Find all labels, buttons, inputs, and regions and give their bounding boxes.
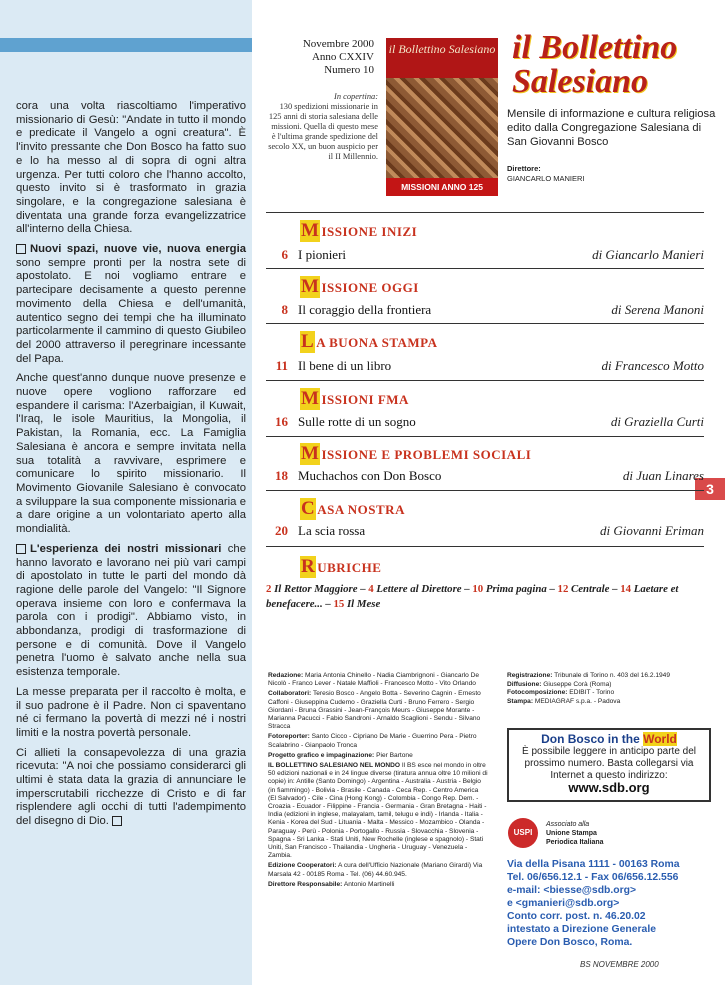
page-number-tab: 3 [695, 478, 725, 500]
issue-info [282, 38, 374, 77]
director-name: GIANCARLO MANIERI [507, 174, 585, 183]
issue-date: Novembre 2000 [302, 38, 374, 50]
cover-crowd-photo [386, 78, 498, 178]
don-bosco-world-box: Don Bosco in the World È possibile leggere in anticipo parte del prossimo numero. Basta collegarsi via Internet a questo indirizzo: www.sdb.org [507, 728, 711, 802]
toc-divider [266, 323, 704, 324]
rubrica-item[interactable]: Il Rettor Maggiore [274, 583, 358, 595]
contact-address: Via della Pisana 1111 - 00163 Roma Tel. 06/656.12.1 - Fax 06/656.12.556 e-mail: <biesse@sdb.org> e <gmanieri@sdb.org> Conto corr. post. n. 46.20.02 intestato a Direzione Generale Opere Don Bosco, Roma. [507, 858, 717, 949]
editorial-paragraph-3: Anche quest'anno dunque nuove presenze e nuove opere vogliono rafforzare ed espandere il carisma: l'Azerbaigian, il Kuwait, l'Iraq, le isole Mauritius, la Mongolia, il Pakistan, la Romania, ecc. La Famiglia Salesiana è ancora e sempre invitata nella sua totalità a ravvivare, esprimere e comunicare lo spirito missionario. Il Movimento Giovanile Salesiano è convocato a sviluppare la sua componente missionaria e a dare origine a un volontariato aperto alla mondialità. [16, 372, 246, 536]
email-link[interactable]: e-mail: <biesse@sdb.org> [507, 885, 637, 896]
toc-section-heading: M ISSIONE INIZI [301, 220, 418, 241]
top-accent-bar [0, 38, 252, 52]
uspi-logo-icon: USPI [508, 818, 538, 848]
rubrica-item[interactable]: Il Mese [346, 598, 381, 610]
uspi-text: Associato alla Unione Stampa Periodica Italiana [546, 821, 604, 846]
toc-section-heading: M ISSIONE E PROBLEMI SOCIALI [301, 443, 532, 464]
toc-divider [266, 268, 704, 269]
editorial-paragraph-6: Ci allieti la consapevolezza di una grazia ricevuta: "A noi che possiamo considerarci gli ultimi è stata data la grazia di annunciare le imperscrutabili ricchezze di Cristo e di far risplendere agli occhi di tutti l'adempimento del disegno di Dio. [16, 746, 246, 828]
toc-section-heading: M ISSIONE OGGI [301, 276, 419, 297]
credits-block: Redazione: Maria Antonia Chinello - Nadia Ciambrignoni - Giancarlo De Nicolò - Franco Lever - Natale Maffioli - Francesco Motto - Vito Orlando Collaboratori: Teresio Bosco - Angelo Botta - Severino Cagnin - Ernesto Caffoni - Giuseppina Cudemo - Graziella Curti - Bruno Ferrero - Sergio Giordani - Bruna Grassini - Jean-François Meurs - Giuseppe Morante - Marianna Pacucci - Fabio Sandroni - Arnaldo Scaglioni - Sendu - Silvano Stracca Fotoreporter: Santo Cicco - Cipriano De Marie - Guerrino Pera - Pietro Scalabrino - Gianpaolo Tronca Progetto grafico e impaginazione: Pier Bartone IL BOLLETTINO SALESIANO NEL MONDO Il BS esce nel mondo in oltre 50 edizioni nazionali e in 24 lingue diverse (tiratura annua oltre 10 milioni di copie) in: Antille (Santo Domingo) - Argentina - Australia - Austria - Belgio (in fiammingo) - Bolivia - Brasile - Canada - Ceca Rep. - Centro America (El Salvador) - Cile - Cina (Hong Kong) - Colombia - Congo Rep. Dem. - Croazia - Ecuador - Filippine - Francia - Germania - Gran Bretagna - Haiti - India (edizioni in inglese, malayalam, tamil, telugu e indi) - Irlanda - Italia - Kenia - Korea del Sud - Lituania - Malta - Messico - Mozambico - Olanda - Paraguay - Perù - Polonia - Portogallo - Russia - Slovacchia - Slovenia - Spagna - Sri Lanka - Stati Uniti, New Rochelle (inglese e spagnolo) - Stati Uniti, San Francisco - Thailandia - Ungheria - Uruguay - Venezuela - Zambia. Edizione Cooperatori: A cura dell'Ufficio Nazionale (Mariano Girardi) Via Marsala 42 - 00185 Roma - Tel. (06) 44.60.945. Direttore Responsabile: Antonio Martinelli [268, 672, 488, 888]
toc-section-heading: C ASA NOSTRA [301, 498, 405, 519]
toc-divider [266, 380, 704, 381]
editorial-paragraph-2: Nuovi spazi, nuove vie, nuova energia sono sempre pronti per la nostra sete di apostolato. E noi vogliamo entrare e partecipare decisamente a questo perenne movimento della Chiesa e dell'umanità, autentico segno dei tempi che ha illuminato particolarmente il cammino di questo Giubileo del 2000 attraverso il peregrinare incessante del Papa. [16, 243, 246, 365]
email-link[interactable]: e <gmanieri@sdb.org> [507, 898, 620, 909]
tagline: Mensile di informazione e cultura religiosa edito dalla Congregazione Salesiana di San Giovanni Bosco [507, 108, 716, 148]
cover-label: In copertina: [334, 92, 378, 101]
website-link[interactable]: www.sdb.org [568, 780, 650, 795]
rubrica-item[interactable]: Prima pagina [485, 583, 547, 595]
toc-divider [266, 546, 704, 547]
editorial-paragraph-4: L'esperienza dei nostri missionari che hanno lavorato e lavorano nei più vari campi di apostolato in tutte le parti del mondo dà ragione delle parole del Vangelo: "Il Signore operava insieme con loro e confermava la parola con i prodigi". Abbiamo visto, in abbondanza, prodigi di trasformazione di persone e di comunità. Dove il Vangelo penetra l'uomo è salvato anche nella sua esistenza temporale. [16, 542, 246, 679]
editorial-text [16, 100, 246, 835]
cover-caption [266, 92, 378, 162]
rubriche-heading: R UBRICHE [301, 556, 382, 577]
issue-year: Anno CXXIV [311, 51, 374, 63]
magazine-logo-line1: il Bollettino [512, 29, 678, 66]
cover-image [386, 38, 498, 196]
square-bullet-icon [16, 544, 26, 554]
director-label: Direttore: [507, 164, 541, 173]
rubrica-item[interactable]: Laetare et benefacere... [266, 583, 679, 610]
square-bullet-icon [16, 244, 26, 254]
page-footer: BS NOVEMBRE 2000 [580, 960, 659, 969]
cover-bottom-banner: MISSIONI ANNO 125 [386, 178, 498, 196]
rubrica-item[interactable]: Lettere al Direttore [376, 583, 462, 595]
issue-number: Numero 10 [324, 64, 374, 76]
toc-divider [266, 212, 704, 213]
cover-description: 130 spedizioni missionarie in 125 anni di storia salesiana delle missioni. Quella di questo mese è l'ultima grande spedizione del secolo XX, un buon auspicio per il II Millennio. [268, 102, 378, 161]
toc-divider [266, 490, 704, 491]
editorial-paragraph-1: cora una volta riascoltiamo l'imperativo missionario di Gesù: "Andate in tutto il mondo e predicate il Vangelo a ogni creatura". È l'invito pressante che Don Bosco ha fatto suo e lo ha messo al di sopra di ogni altra urgenza. Per tutti coloro che l'hanno accolto, questo invito si è trasformato in grazia singolare, e la congregazione salesiana è diventata una grande forza evangelizzatrice all'interno della Chiesa. [16, 100, 246, 236]
rubriche-list: 2 Il Rettor Maggiore – 4 Lettere al Direttore – 10 Prima pagina – 12 Centrale – 14 Laetare et benefacere... – 15 Il Mese [266, 583, 679, 610]
toc-section-heading: L A BUONA STAMPA [301, 331, 438, 352]
end-square-icon [112, 816, 122, 826]
editorial-paragraph-5: La messe preparata per il raccolto è molta, e il suo padrone è il Padre. Non ci spaventano né ci fermano la povertà di mezzi né i nostri limiti e la nostra povertà personale. [16, 685, 246, 739]
toc-divider [266, 436, 704, 437]
world-body: È possibile leggere in anticipo parte del prossimo numero. Basta collegarsi via Internet a questo indirizzo: [522, 746, 696, 781]
cover-title: il Bollettino Salesiano [386, 38, 498, 78]
rubrica-item[interactable]: Centrale [571, 583, 610, 595]
registration-block: Registrazione: Tribunale di Torino n. 403 del 16.2.1949 Diffusione: Giuseppe Corà (Roma) Fotocomposizione: EDIBIT - Torino Stampa: MEDIAGRAF s.p.a. - Padova [507, 672, 670, 705]
toc-section-heading: M ISSIONI FMA [301, 388, 409, 409]
magazine-logo-line2: Salesiano [512, 63, 649, 100]
